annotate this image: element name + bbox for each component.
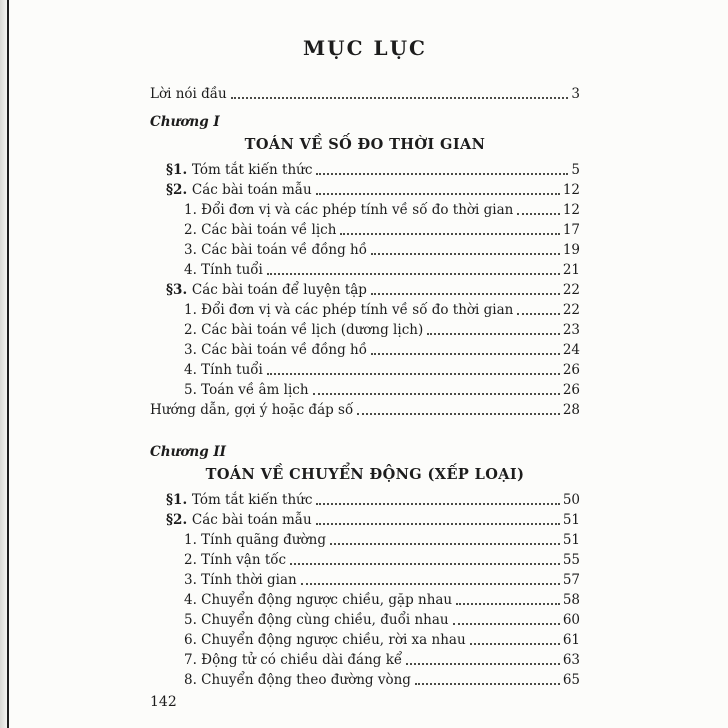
- toc-entry: [184, 630, 580, 650]
- dot-leader: [316, 173, 568, 175]
- toc-entry-label: 4. Chuyển động ngược chiều, gặp nhau: [184, 592, 453, 608]
- dot-leader: [340, 233, 559, 235]
- dot-leader: [371, 293, 560, 295]
- toc-list: [150, 84, 580, 690]
- toc-entry-label: §1. Tóm tắt kiến thức: [166, 492, 313, 508]
- toc-chapter: Chương II: [150, 444, 226, 460]
- dot-leader: [517, 313, 559, 315]
- toc-entry: [184, 240, 580, 260]
- toc-entry: [184, 570, 580, 590]
- toc-entry-page: 51: [562, 512, 580, 528]
- toc-entry: [184, 380, 580, 400]
- dot-leader: [231, 97, 569, 99]
- toc-entry-page: 58: [562, 592, 580, 608]
- toc-entry-marker: §1.: [166, 492, 192, 508]
- toc-entry-page: 23: [562, 322, 580, 338]
- toc-entry-label: 5. Chuyển động cùng chiều, đuổi nhau: [184, 612, 449, 628]
- toc-entry: [184, 260, 580, 280]
- dot-leader: [267, 373, 560, 375]
- toc-entry-label: §3. Các bài toán để luyện tập: [166, 282, 367, 298]
- toc-entry-label: 1. Đổi đơn vị và các phép tính về số đo thời gian: [184, 302, 514, 318]
- toc-entry: [184, 590, 580, 610]
- toc-entry: [184, 650, 580, 670]
- dot-leader: [313, 393, 560, 395]
- toc-entry-page: 17: [562, 222, 580, 238]
- toc-entry-page: 51: [562, 532, 580, 548]
- toc-entry-page: 57: [562, 572, 580, 588]
- toc-entry: [184, 320, 580, 340]
- dot-leader: [330, 543, 560, 545]
- toc-entry: [150, 84, 580, 104]
- toc-entry: [184, 530, 580, 550]
- toc-entry: [166, 510, 580, 530]
- toc-entry-page: 22: [562, 302, 580, 318]
- toc-entry-page: 60: [562, 612, 580, 628]
- toc-entry-label: 3. Các bài toán về đồng hồ: [184, 242, 367, 258]
- toc-entry: [184, 340, 580, 360]
- toc-entry-page: 12: [562, 182, 580, 198]
- toc-entry-page: 28: [562, 402, 580, 418]
- dot-leader: [357, 413, 560, 415]
- toc-entry: [184, 670, 580, 690]
- toc-entry-page: 5: [571, 162, 580, 178]
- toc-entry-label: 6. Chuyển động ngược chiều, rời xa nhau: [184, 632, 466, 648]
- toc-entry-page: 61: [562, 632, 580, 648]
- toc-entry-page: 3: [571, 86, 580, 102]
- toc-entry: [184, 550, 580, 570]
- toc-entry-marker: §3.: [166, 282, 192, 298]
- dot-leader: [371, 253, 560, 255]
- dot-leader: [267, 273, 560, 275]
- toc-entry-page: 65: [562, 672, 580, 688]
- page-title: MỤC LỤC: [303, 36, 427, 60]
- toc-chapter-heading: TOÁN VỀ CHUYỂN ĐỘNG (XẾP LOẠI): [205, 466, 525, 483]
- dot-leader: [453, 623, 560, 625]
- toc-entry-label: 2. Các bài toán về lịch (dương lịch): [184, 322, 424, 338]
- toc-entry-label: 3. Các bài toán về đồng hồ: [184, 342, 367, 358]
- dot-leader: [406, 663, 560, 665]
- toc-entry-label: 8. Chuyển động theo đường vòng: [184, 672, 411, 688]
- toc-entry-label: 4. Tính tuổi: [184, 362, 263, 378]
- toc-entry-label: Lời nói đầu: [150, 86, 227, 102]
- toc-entry-label: 4. Tính tuổi: [184, 262, 263, 278]
- toc-entry: [184, 610, 580, 630]
- toc-entry: [150, 400, 580, 420]
- toc-entry: [166, 180, 580, 200]
- toc-entry: [184, 200, 580, 220]
- toc-entry-label: 2. Tính vận tốc: [184, 552, 287, 568]
- toc-entry-marker: §1.: [166, 162, 192, 178]
- toc-entry: [184, 220, 580, 240]
- toc-entry: [184, 360, 580, 380]
- toc-entry-page: 24: [562, 342, 580, 358]
- toc-entry-label: 7. Động tử có chiều dài đáng kể: [184, 652, 403, 668]
- toc-entry-page: 12: [562, 202, 580, 218]
- dot-leader: [290, 563, 560, 565]
- toc-entry-marker: §2.: [166, 512, 192, 528]
- toc-chapter: Chương I: [150, 114, 220, 130]
- toc-entry-page: 26: [562, 382, 580, 398]
- dot-leader: [427, 333, 560, 335]
- toc-entry-label: 1. Đổi đơn vị và các phép tính về số đo thời gian: [184, 202, 514, 218]
- toc-entry: [166, 490, 580, 510]
- toc-entry-label: 5. Toán về âm lịch: [184, 382, 309, 398]
- toc-entry-page: 50: [562, 492, 580, 508]
- toc-entry-label: 1. Tính quãng đường: [184, 532, 326, 548]
- toc-entry-page: 19: [562, 242, 580, 258]
- toc-entry-label: §2. Các bài toán mẫu: [166, 512, 312, 528]
- toc-entry-page: 22: [562, 282, 580, 298]
- dot-leader: [301, 583, 560, 585]
- toc-entry-page: 26: [562, 362, 580, 378]
- toc-chapter-heading: TOÁN VỀ SỐ ĐO THỜI GIAN: [244, 136, 486, 153]
- toc-entry-marker: §2.: [166, 182, 192, 198]
- dot-leader: [517, 213, 559, 215]
- toc-entry-page: 55: [562, 552, 580, 568]
- dot-leader: [316, 523, 560, 525]
- toc-entry-label: 3. Tính thời gian: [184, 572, 297, 588]
- dot-leader: [316, 503, 559, 505]
- toc-entry-page: 63: [562, 652, 580, 668]
- toc-entry-label: §1. Tóm tắt kiến thức: [166, 162, 313, 178]
- toc-entry: [166, 160, 580, 180]
- toc-entry-page: 21: [562, 262, 580, 278]
- dot-leader: [456, 603, 560, 605]
- toc-entry-label: 2. Các bài toán về lịch: [184, 222, 337, 238]
- dot-leader: [470, 643, 560, 645]
- dot-leader: [316, 193, 560, 195]
- dot-leader: [415, 683, 560, 685]
- toc-entry: [166, 280, 580, 300]
- toc-entry-label: §2. Các bài toán mẫu: [166, 182, 312, 198]
- toc-entry-label: Hướng dẫn, gợi ý hoặc đáp số: [150, 402, 354, 418]
- page-number: 142: [150, 694, 177, 710]
- toc-entry: [184, 300, 580, 320]
- dot-leader: [371, 353, 560, 355]
